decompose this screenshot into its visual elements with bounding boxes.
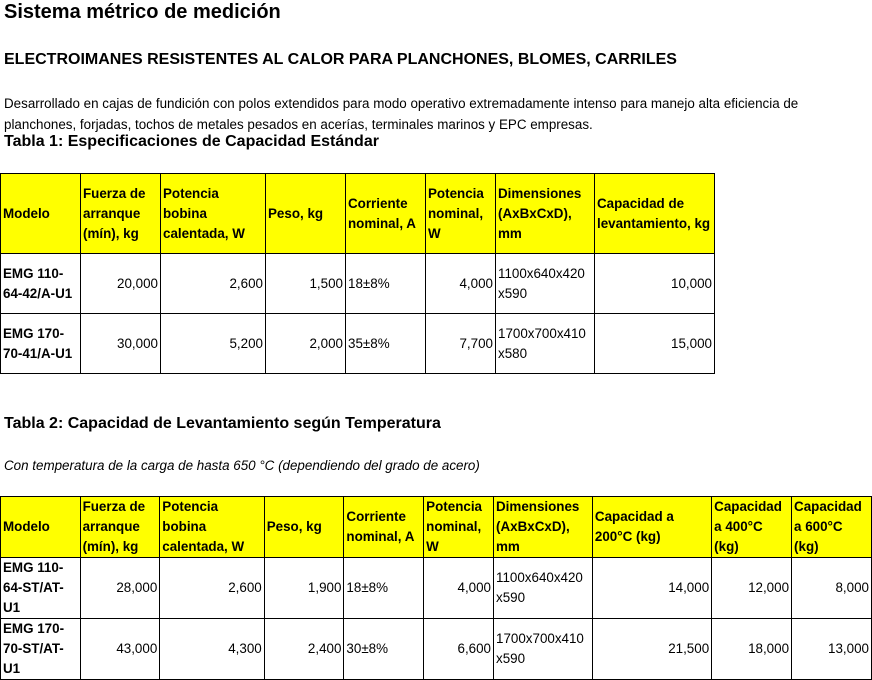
table2-header-cell: Fuerza de arranque (mín), kg [80,497,160,558]
dimensions-cell: 1100x640x420 x590 [494,558,593,619]
table-row [1,314,715,374]
starting-force-cell: 30,000 [81,314,161,374]
table1-header-cell: Fuerza de arranque (mín), kg [81,174,161,254]
heated-coil-power-cell: 5,200 [161,314,266,374]
table2-header-row [1,497,872,558]
current-cell: 18±8% [344,558,424,619]
capacity-200c-cell: 14,000 [592,558,711,619]
table2-note: Con temperatura de la carga de hasta 650 °C (dependiendo del grado de acero) [4,458,480,473]
table2-title: Tabla 2: Capacidad de Levantamiento según Temperatura [4,415,441,432]
table1-header-cell: Dimensiones (AxBxCxD), mm [496,174,595,254]
starting-force-cell: 20,000 [81,254,161,314]
starting-force-cell: 43,000 [80,619,160,680]
current-cell: 18±8% [346,254,426,314]
capacity-200c-cell: 21,500 [592,619,711,680]
lifting-capacity-cell: 10,000 [595,254,715,314]
weight-cell: 2,000 [266,314,346,374]
model-cell: EMG 110-64-42/A-U1 [1,254,81,314]
table1-header-cell: Corriente nominal, A [346,174,426,254]
capacity-spec-table [0,173,715,374]
table2-header-cell: Modelo [1,497,81,558]
table-row [1,619,872,680]
table2-header-cell: Dimensiones (AxBxCxD), mm [494,497,593,558]
dimensions-cell: 1700x700x410 x580 [496,314,595,374]
table1-header-cell: Modelo [1,174,81,254]
capacity-400c-cell: 18,000 [712,619,792,680]
table1-header-cell: Capacidad de levantamiento, kg [595,174,715,254]
table2-header-cell: Peso, kg [264,497,344,558]
nominal-power-cell: 4,000 [424,558,494,619]
table1-header-cell: Peso, kg [266,174,346,254]
table2-header-cell: Capacidad a 200°C (kg) [592,497,711,558]
capacity-400c-cell: 12,000 [712,558,792,619]
model-cell: EMG 170-70-ST/AT-U1 [1,619,81,680]
dimensions-cell: 1700x700x410 x590 [494,619,593,680]
capacity-600c-cell: 8,000 [792,558,872,619]
capacity-600c-cell: 13,000 [792,619,872,680]
table1-header-cell: Potencia bobina calentada, W [161,174,266,254]
table1-title: Tabla 1: Especificaciones de Capacidad Estándar [4,133,379,150]
nominal-power-cell: 4,000 [426,254,496,314]
weight-cell: 2,400 [264,619,344,680]
table2-header-cell: Capacidad a 600°C (kg) [792,497,872,558]
heated-coil-power-cell: 2,600 [160,558,264,619]
current-cell: 30±8% [344,619,424,680]
table-row [1,254,715,314]
nominal-power-cell: 7,700 [426,314,496,374]
table1-header-cell: Potencia nominal, W [426,174,496,254]
dimensions-cell: 1100x640x420 x590 [496,254,595,314]
temperature-capacity-table [0,496,872,680]
table2-header-cell: Corriente nominal, A [344,497,424,558]
heated-coil-power-cell: 4,300 [160,619,264,680]
nominal-power-cell: 6,600 [424,619,494,680]
table1-header-row [1,174,715,254]
description-paragraph: Desarrollado en cajas de fundición con polos extendidos para modo operativo extremadamente intenso para manejo alta eficiencia de planchones, forjadas, tochos de metales pesados en acerías, terminales marinos y EPC empresas. [4,96,799,132]
model-cell: EMG 110-64-ST/AT-U1 [1,558,81,619]
starting-force-cell: 28,000 [80,558,160,619]
table2-header-cell: Capacidad a 400°C (kg) [712,497,792,558]
heated-coil-power-cell: 2,600 [161,254,266,314]
model-cell: EMG 170-70-41/A-U1 [1,314,81,374]
lifting-capacity-cell: 15,000 [595,314,715,374]
table2-header-cell: Potencia bobina calentada, W [160,497,264,558]
page-title: Sistema métrico de medición [4,1,281,23]
current-cell: 35±8% [346,314,426,374]
weight-cell: 1,500 [266,254,346,314]
table2-header-cell: Potencia nominal, W [424,497,494,558]
section-heading: ELECTROIMANES RESISTENTES AL CALOR PARA PLANCHONES, BLOMES, CARRILES [4,51,677,68]
weight-cell: 1,900 [264,558,344,619]
table-row [1,558,872,619]
